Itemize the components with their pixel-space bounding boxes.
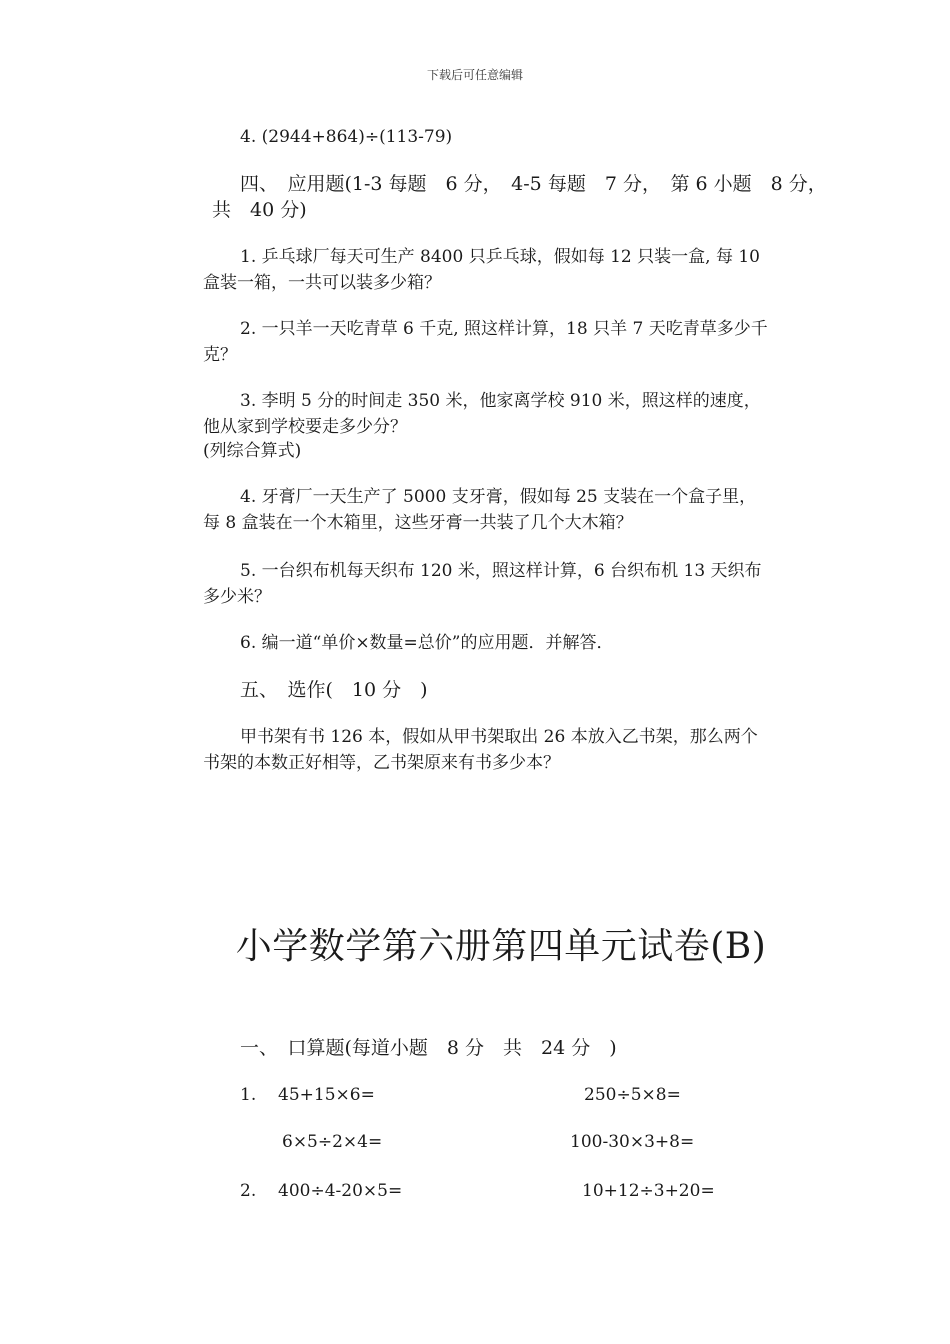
word-problem-2-line1: 2. 一只羊一天吃青草 6 千克, 照这样计算，18 只羊 7 天吃青草多少千 <box>240 319 768 339</box>
calc-problem-4: 4. (2944+864)÷(113-79) <box>240 127 453 147</box>
word-problem-2-line2: 克？ <box>203 345 237 365</box>
oral-q2-expr-b: 10+12÷3+20= <box>582 1181 715 1201</box>
word-problem-5-line1: 5. 一台织布机每天织布 120 米，照这样计算，6 台织布机 13 天织布 <box>240 561 762 581</box>
section-4-heading-line1: 四、 应用题(1-3 每题 6 分， 4-5 每题 7 分， 第 6 小题 8 分， <box>240 173 827 195</box>
word-problem-1-line2: 盒装一箱，一共可以装多少箱？ <box>203 273 441 293</box>
exam-title: 小学数学第六册第四单元试卷(B) <box>235 926 767 967</box>
word-problem-3-line3: (列综合算式) <box>203 441 302 461</box>
word-problem-4-line2: 每 8 盒装在一个木箱里，这些牙膏一共装了几个大木箱？ <box>203 513 633 533</box>
oral-q2-number: 2. <box>240 1181 257 1201</box>
oral-q1-number: 1. <box>240 1085 257 1105</box>
section-4-heading-line2: 共 40 分) <box>212 199 307 221</box>
section-1-heading: 一、 口算题(每道小题 8 分 共 24 分 ) <box>240 1037 617 1059</box>
optional-problem-line2: 书架的本数正好相等，乙书架原来有书多少本？ <box>203 753 560 773</box>
oral-q1-expr-c: 6×5÷2×4= <box>282 1132 383 1152</box>
oral-q1-expr-a: 45+15×6= <box>278 1085 375 1105</box>
word-problem-5-line2: 多少米？ <box>203 587 271 607</box>
word-problem-3-line1: 3. 李明 5 分的时间走 350 米，他家离学校 910 米，照这样的速度， <box>240 391 761 411</box>
word-problem-1-line1: 1. 乒乓球厂每天可生产 8400 只乒乓球，假如每 12 只装一盒, 每 10 <box>240 247 760 267</box>
oral-q1-expr-b: 250÷5×8= <box>584 1085 681 1105</box>
word-problem-4-line1: 4. 牙膏厂一天生产了 5000 支牙膏，假如每 25 支装在一个盒子里， <box>240 487 757 507</box>
oral-q2-expr-a: 400÷4-20×5= <box>278 1181 403 1201</box>
section-5-heading: 五、 选作( 10 分 ) <box>240 679 428 701</box>
word-problem-3-line2: 他从家到学校要走多少分？ <box>203 417 407 437</box>
oral-q1-expr-d: 100-30×3+8= <box>570 1132 695 1152</box>
optional-problem-line1: 甲书架有书 126 本，假如从甲书架取出 26 本放入乙书架，那么两个 <box>240 727 758 747</box>
word-problem-6: 6. 编一道“单价×数量=总价”的应用题．并解答． <box>240 633 614 653</box>
page-header: 下载后可任意编辑 <box>426 68 523 82</box>
